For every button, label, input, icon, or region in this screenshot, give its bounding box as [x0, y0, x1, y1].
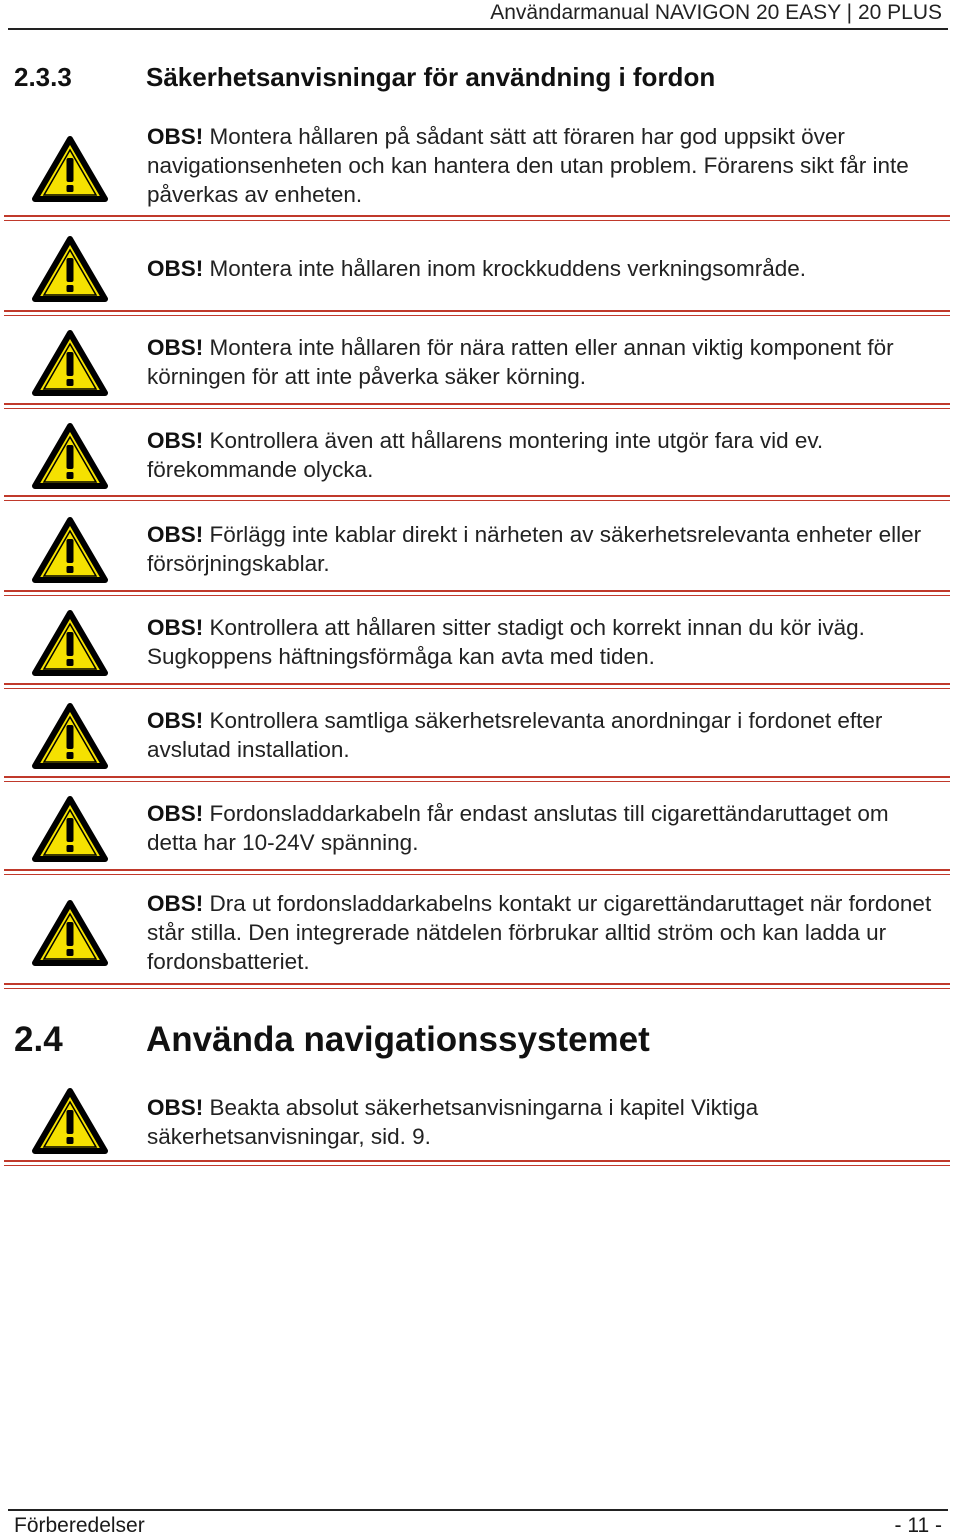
warning-prefix: OBS! [147, 615, 204, 640]
warning-triangle-icon [32, 517, 108, 583]
warning-triangle-icon [32, 610, 108, 676]
section-number: 2.3.3 [14, 62, 72, 92]
warning-text [147, 1093, 942, 1151]
header-rule [8, 28, 948, 30]
warning-prefix: OBS! [147, 428, 204, 453]
running-header: Användarmanual NAVIGON 20 EASY | 20 PLUS [490, 1, 942, 24]
warning-text [147, 426, 942, 484]
warning-text [147, 889, 942, 976]
warning-text [147, 122, 942, 209]
warning-body: Montera inte hållaren inom krockkuddens verkningsområde. [203, 256, 807, 281]
warning-triangle-icon [32, 796, 108, 862]
warning-prefix: OBS! [147, 1095, 204, 1120]
warning-triangle-icon [32, 1088, 108, 1154]
warning-prefix: OBS! [147, 256, 204, 281]
section-heading-2-3-3 [14, 62, 715, 93]
warning-body: Kontrollera samtliga säkerhetsrelevanta anordningar i fordonet efter avslutad installation. [147, 708, 883, 762]
warning-body: Fordonsladdarkabeln får endast anslutas till cigarettändaruttaget om detta har 10-24V spänning. [147, 801, 889, 855]
warning-divider [4, 215, 950, 221]
warning-divider [4, 495, 950, 501]
footer-rule [8, 1509, 948, 1511]
warning-prefix: OBS! [147, 708, 204, 733]
warning-body: Beakta absolut säkerhetsanvisningarna i kapitel Viktiga säkerhetsanvisningar, sid. 9. [147, 1095, 759, 1149]
warning-body: Kontrollera att hållaren sitter stadigt och korrekt innan du kör iväg. Sugkoppens häftningsförmåga kan avta med tiden. [147, 615, 865, 669]
section-title: Säkerhetsanvisningar för användning i fordon [146, 62, 716, 92]
warning-body: Kontrollera även att hållarens montering inte utgör fara vid ev. förekommande olycka. [147, 428, 824, 482]
warning-text [147, 333, 942, 391]
warning-prefix: OBS! [147, 801, 204, 826]
warning-prefix: OBS! [147, 124, 204, 149]
warning-text [147, 254, 942, 283]
warning-body: Montera inte hållaren för nära ratten eller annan viktig komponent för körningen för att inte påverka säker körning. [147, 335, 894, 389]
warning-divider [4, 590, 950, 596]
warning-divider [4, 983, 950, 989]
warning-divider [4, 1160, 950, 1166]
section-heading-2-4 [14, 1020, 650, 1060]
footer-section: Förberedelser [14, 1514, 145, 1537]
warning-text [147, 613, 942, 671]
warning-body: Dra ut fordonsladdarkabelns kontakt ur cigarettändaruttaget när fordonet står stilla. Den integrerade nätdelen förbrukar alltid ström och kan ladda ur fordonsbatteriet. [147, 891, 932, 974]
warning-text [147, 520, 942, 578]
warning-triangle-icon [32, 423, 108, 489]
warning-triangle-icon [32, 236, 108, 302]
warning-triangle-icon [32, 703, 108, 769]
footer-page-number: - 11 - [894, 1514, 942, 1537]
section-title: Använda navigationssystemet [146, 1020, 650, 1059]
warning-triangle-icon [32, 900, 108, 966]
warning-text [147, 799, 942, 857]
warning-prefix: OBS! [147, 891, 204, 916]
warning-body: Förlägg inte kablar direkt i närheten av säkerhetsrelevanta enheter eller försörjningskablar. [147, 522, 922, 576]
warning-triangle-icon [32, 136, 108, 202]
warning-divider [4, 310, 950, 316]
section-number: 2.4 [14, 1020, 63, 1059]
warning-divider [4, 403, 950, 409]
warning-divider [4, 683, 950, 689]
warning-triangle-icon [32, 330, 108, 396]
warning-prefix: OBS! [147, 522, 204, 547]
warning-divider [4, 869, 950, 875]
warning-prefix: OBS! [147, 335, 204, 360]
warning-divider [4, 776, 950, 782]
warning-text [147, 706, 942, 764]
warning-body: Montera hållaren på sådant sätt att föraren har god uppsikt över navigationsenheten och kan hantera den utan problem. Förarens sikt får inte påverkas av enheten. [147, 124, 909, 207]
